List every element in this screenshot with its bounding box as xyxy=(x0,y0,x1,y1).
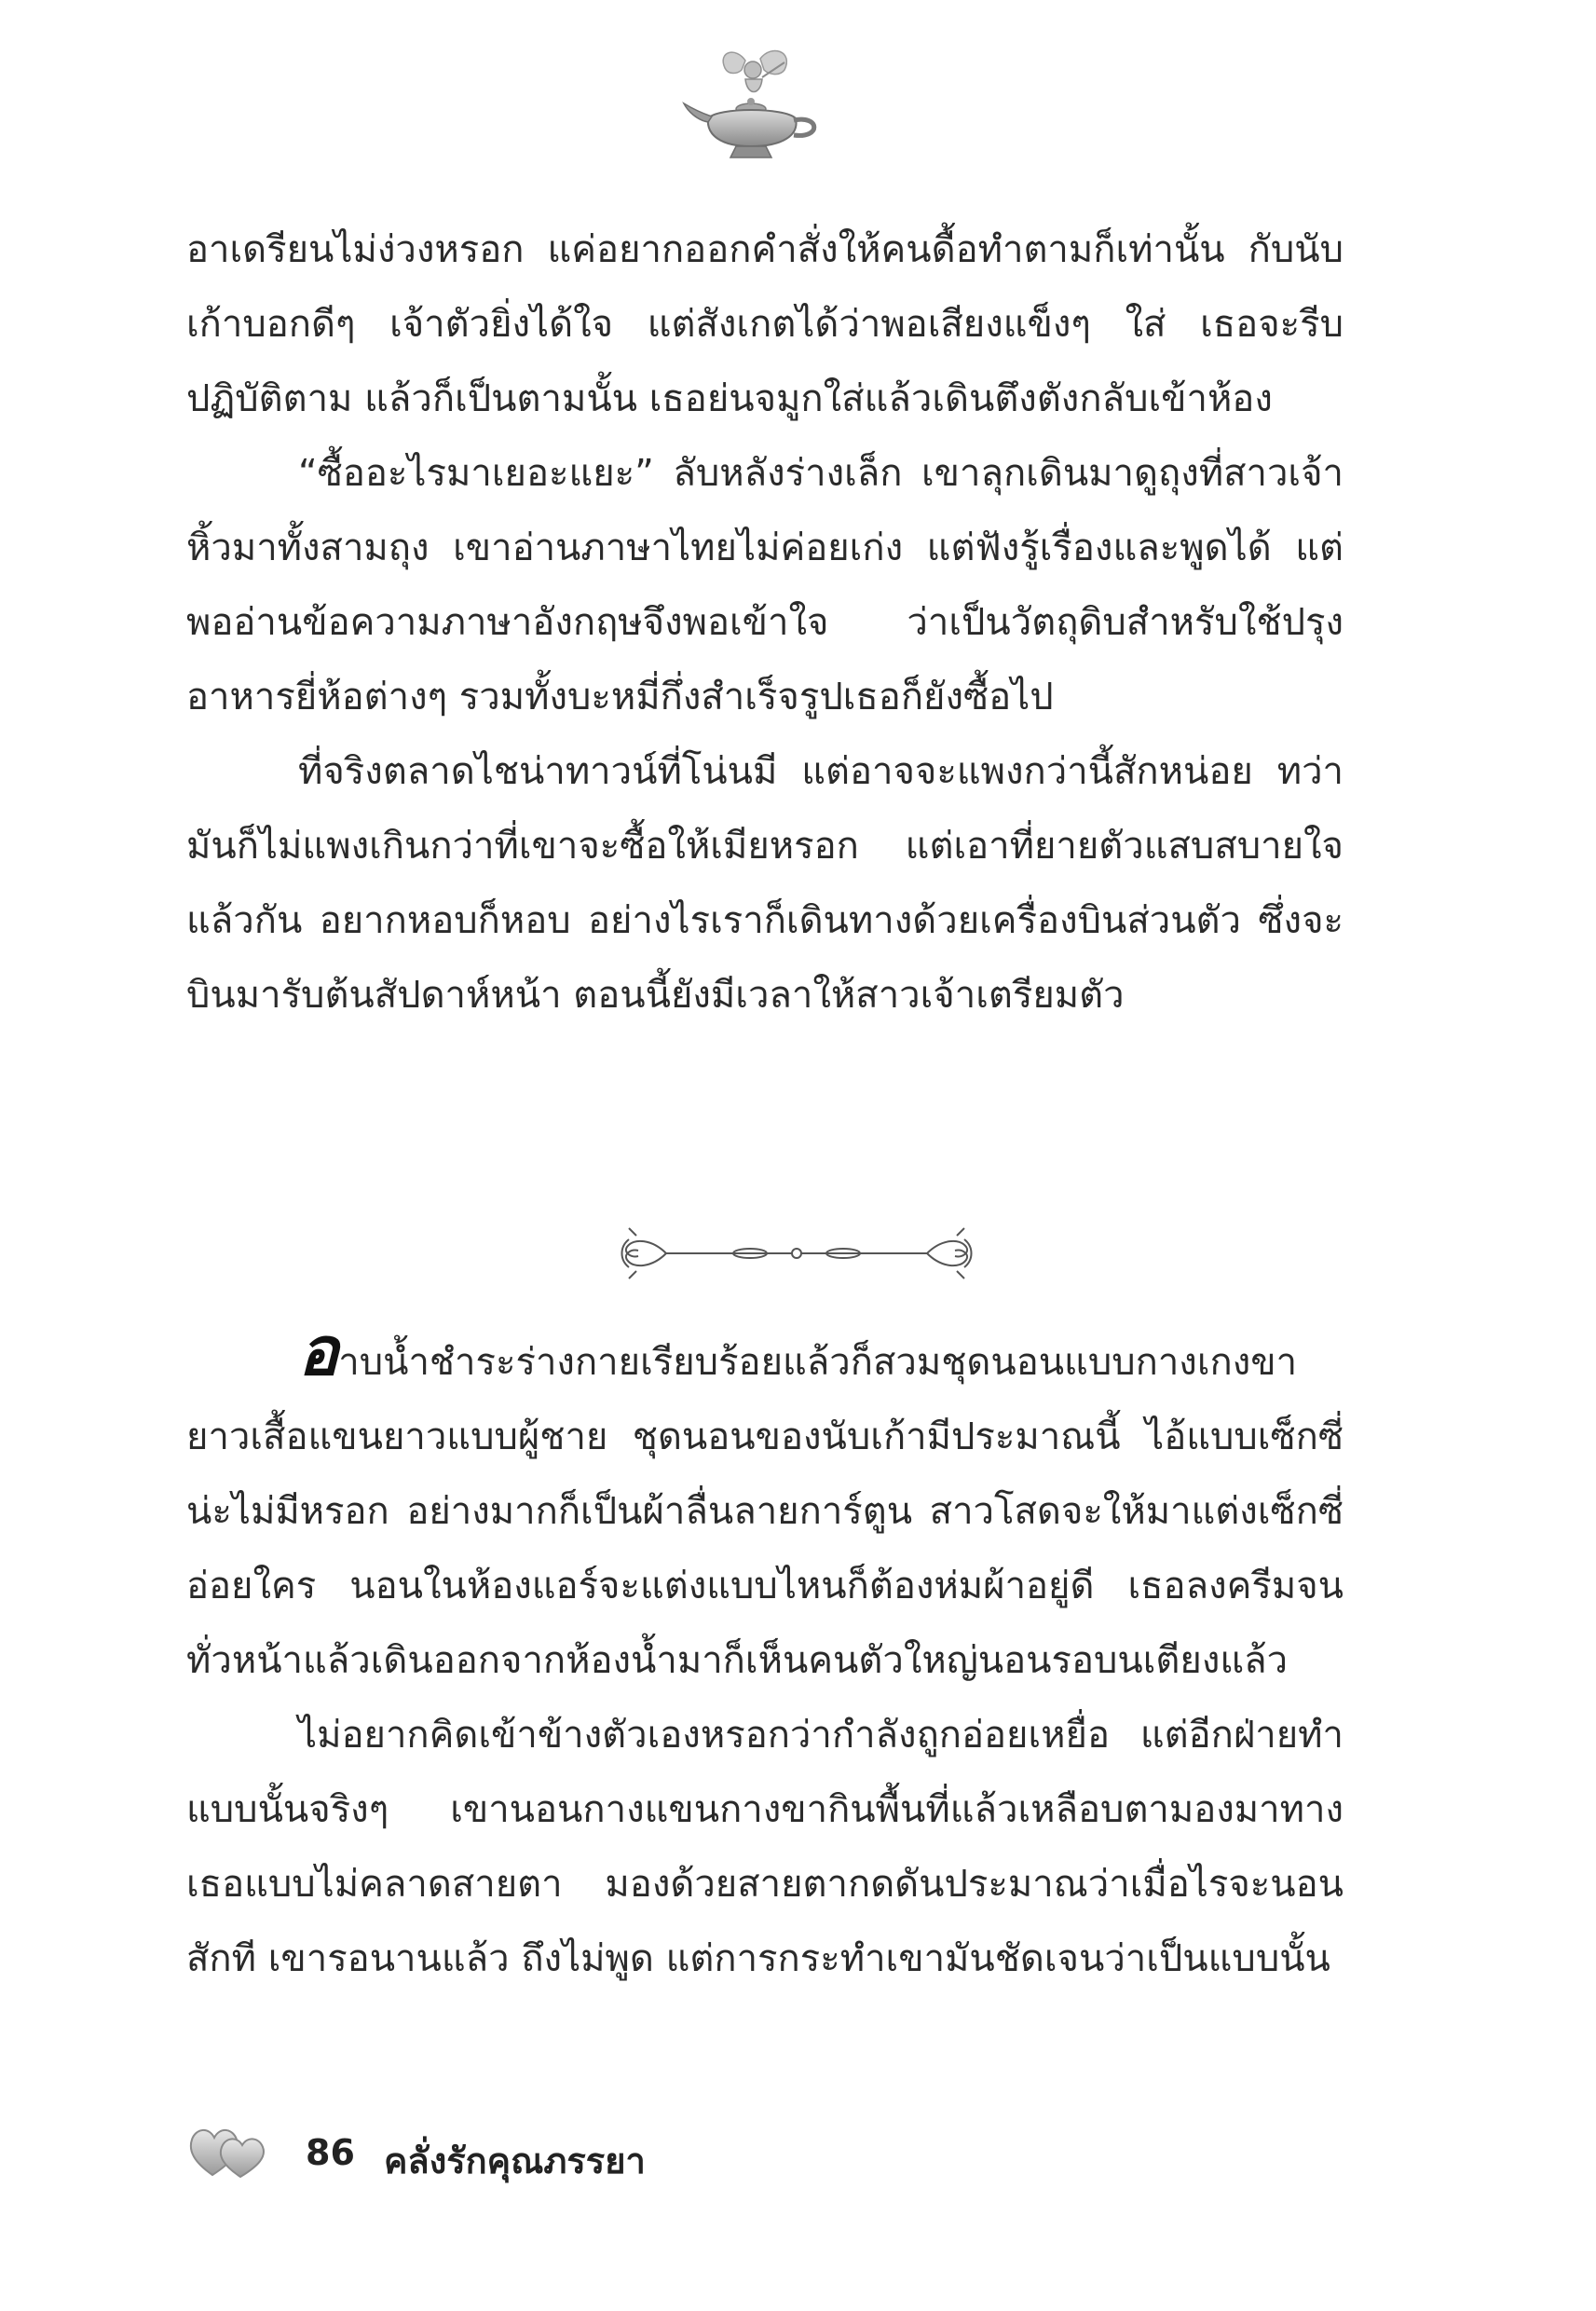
text-block-2 xyxy=(186,1312,1344,1996)
paragraph: “ซื้ออะไรมาเยอะแยะ” ลับหลังร่างเล็ก เขาลุกเดินมาดูถุงที่สาวเจ้าหิ้วมาทั้งสามถุง เขาอ่านภาษาไทยไม่ค่อยเก่ง แต่ฟังรู้เรื่องและพูดได้ แต่พออ่านข้อความภาษาอังกฤษจึงพอเข้าใจ ว่าเป็นวัตถุดิบสำหรับใช้ปรุงอาหารยี่ห้อต่างๆ รวมทั้งบะหมี่กึ่งสำเร็จรูปเธอก็ยังซื้อไป xyxy=(186,452,1344,718)
flourish-divider-icon xyxy=(610,1211,983,1295)
paragraph-text: าบน้ำชำระร่างกายเรียบร้อยแล้วก็สวมชุดนอนแบบกางเกงขายาวเสื้อแขนยาวแบบผู้ชาย ชุดนอนของนับเก้ามีประมาณนี้ ไอ้แบบเซ็กซี่น่ะไม่มีหรอก อย่างมากก็เป็นผ้าลื่นลายการ์ตูน สาวโสดจะให้มาแต่งเซ็กซี่อ่อยใคร นอนในห้องแอร์จะแต่งแบบไหนก็ต้องห่มผ้าอยู่ดี เธอลงครีมจนทั่วหน้าแล้วเดินออกจากห้องน้ำมาก็เห็นคนตัวใหญ่นอนรอบนเตียงแล้ว xyxy=(186,1341,1344,1682)
text-block-1 xyxy=(186,212,1344,1032)
paragraph: อาเดรียนไม่ง่วงหรอก แค่อยากออกคำสั่งให้คนดื้อทำตามก็เท่านั้น กับนับเก้าบอกดีๆ เจ้าตัวยิ่งได้ใจ แต่สังเกตได้ว่าพอเสียงแข็งๆ ใส่ เธอจะรีบปฏิบัติตาม แล้วก็เป็นตามนั้น เธอย่นจมูกใส่แล้วเดินตึงตังกลับเข้าห้อง xyxy=(186,228,1344,420)
page-number: 86 xyxy=(306,2132,355,2173)
paragraph-with-dropcap xyxy=(186,1312,1344,1698)
book-title: คลั่งรักคุณภรรยา xyxy=(384,2140,646,2181)
paragraph: ที่จริงตลาดไชน่าทาวน์ที่โน่นมี แต่อาจจะแพงกว่านี้สักหน่อย ทว่ามันก็ไม่แพงเกินกว่าที่เขาจะซื้อให้เมียหรอก แต่เอาที่ยายตัวแสบสบายใจแล้วกัน อยากหอบก็หอบ อย่างไรเราก็เดินทางด้วยเครื่องบินส่วนตัว ซึ่งจะบินมารับต้นสัปดาห์หน้า ตอนนี้ยังมีเวลาให้สาวเจ้าเตรียมตัว xyxy=(186,750,1344,1017)
hearts-icon xyxy=(186,2123,268,2181)
paragraph: ไม่อยากคิดเข้าข้างตัวเองหรอกว่ากำลังถูกอ่อยเหยื่อ แต่อีกฝ่ายทำแบบนั้นจริงๆ เขานอนกางแขนกางขากินพื้นที่แล้วเหลือบตามองมาทางเธอแบบไม่คลาดสายตา มองด้วยสายตากดดันประมาณว่าเมื่อไรจะนอนสักที เขารอนานแล้ว ถึงไม่พูด แต่การกระทำเขามันชัดเจนว่าเป็นแบบนั้น xyxy=(186,1714,1344,1980)
dropcap-letter: อ xyxy=(298,1312,339,1390)
page-footer xyxy=(186,2123,839,2188)
genie-lamp-icon xyxy=(680,42,829,172)
